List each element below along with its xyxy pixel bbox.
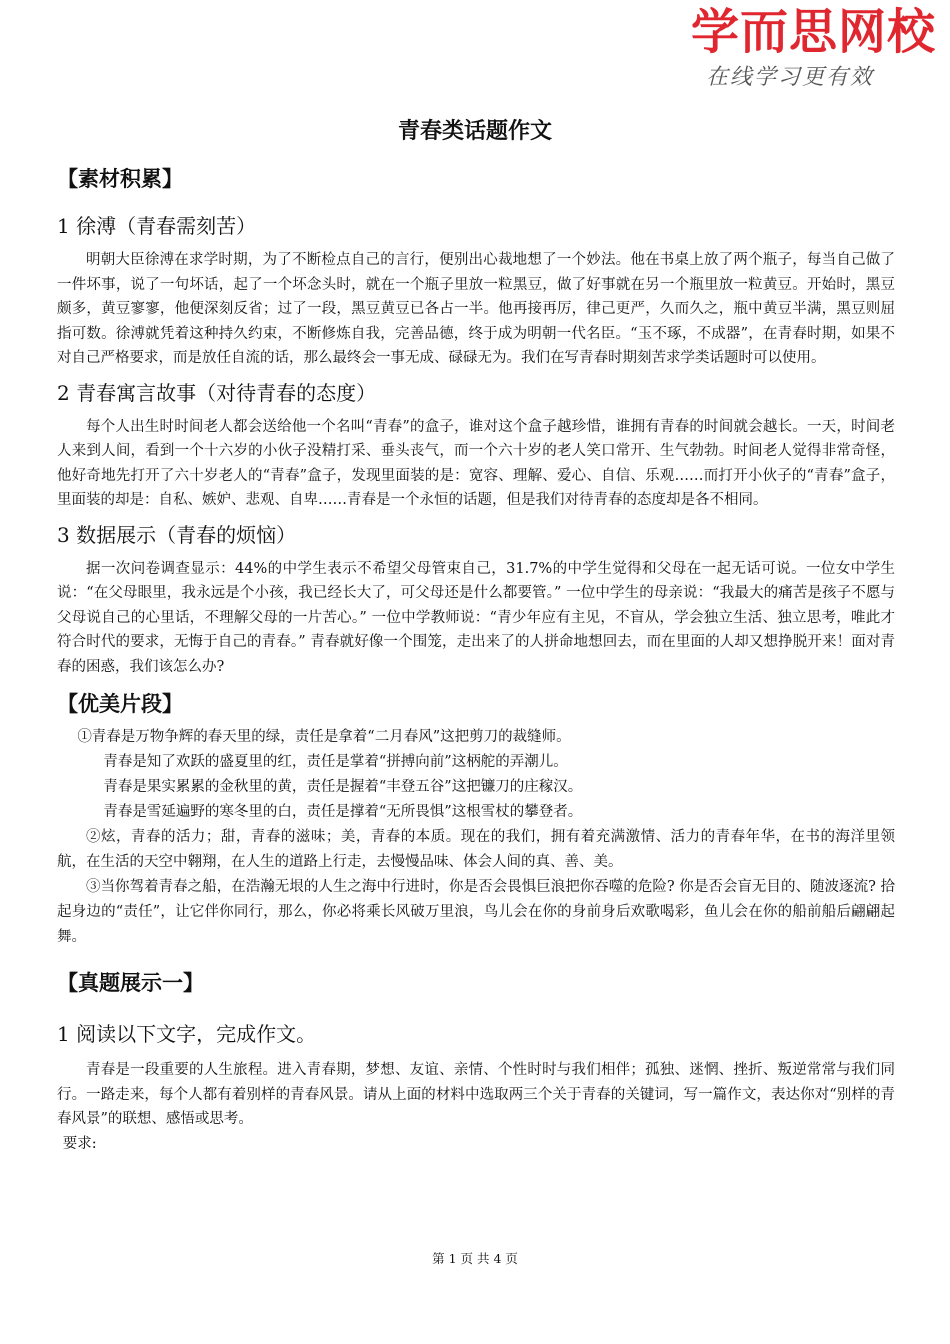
page-title: 青春类话题作文 — [397, 118, 552, 144]
brand-logo — [676, 4, 936, 90]
real-body: 青春是一段重要的人生旅程。进入青春期，梦想、友谊、亲情、个性时时与我们相伴；孤独、迷惘、挫折、叛逆常常与我们同行。一路走来，每个人都有着别样的青春风景。请从上面的材料中选取两三个关于青春的关键词，写一篇作文，表达你对“别样的青春风景”的联想、感悟或思考。 — [57, 1062, 895, 1127]
section-heading-fragments: 【优美片段】 — [57, 691, 183, 716]
fragment-line: ①青春是万物争辉的春天里的绿，责任是拿着“二月春风”这把剪刀的裁缝师。 — [77, 729, 571, 745]
real-requirements: 要求: — [62, 1135, 97, 1152]
page-footer: 第 1 页 共 4 页 — [432, 1251, 518, 1266]
document-body — [57, 164, 895, 1157]
fragment-line: 青春是雪延遍野的寒冬里的白，责任是撑着“无所畏惧”这根雪杖的攀登者。 — [103, 804, 583, 820]
material-heading-2: 2 青春寓言故事（对待青春的态度） — [57, 380, 377, 405]
brand-name: 学而思网校 — [690, 4, 936, 60]
material-body-2: 每个人出生时时间老人都会送给他一个名叫“青春”的盒子，谁对这个盒子越珍惜，谁拥有青春的时间就会越长。一天，时间老人来到人间，看到一个十六岁的小伙子没精打采、垂头丧气，而一个六十岁的老人笑口常开、生气勃勃。时间老人觉得非常奇怪，他好奇地先打开了六十岁老人的“青春”盒子，发现里面装的是：宽容、理解、爱心、自信、乐观……而打开小伙子的“青春”盒子，里面装的却是：自私、嫉妒、悲观、自卑……青春是一个永恒的话题，但是我们对待青春的态度却是各不相同。 — [57, 418, 895, 508]
fragment-paragraph: ③当你驾着青春之船，在浩瀚无垠的人生之海中行进时，你是否会畏惧巨浪把你吞噬的危险? 你是否会盲无目的、随波逐流? 拾起身边的“责任”，让它伴你同行，那么，你必将乘长风破万里浪，鸟儿会在你的身前身后欢歌喝彩，鱼儿会在你的船前船后翩翩起舞。 — [57, 879, 895, 945]
material-body-1: 明朝大臣徐溥在求学时期，为了不断检点自己的言行，便别出心裁地想了一个妙法。他在书桌上放了两个瓶子，每当自己做了一件坏事，说了一句坏话，起了一个坏念头时，就在一个瓶子里放一粒黑豆，做了好事就在另一个瓶里放一粒黄豆。开始时，黑豆颇多，黄豆寥寥，他便深刻反省；过了一段，黑豆黄豆已各占一半。他再接再厉，律己更严，久而久之，瓶中黄豆半满，黑豆则屈指可数。徐溥就凭着这种持久约束，不断修炼自我，完善品德，终于成为明朝一代名臣。“玉不琢，不成器”，在青春时期，如果不对自己严格要求，而是放任自流的话，那么最终会一事无成、碌碌无为。我们在写青春时期刻苦求学类话题时可以使用。 — [57, 252, 895, 366]
fragment-paragraph: ②炫，青春的活力；甜，青春的滋味；美，青春的本质。现在的我们，拥有着充满激情、活力的青春年华，在书的海洋里领航，在生活的天空中翱翔，在人生的道路上行走，去慢慢品味、体会人间的真、善、美。 — [57, 829, 895, 870]
fragment-line: 青春是果实累累的金秋里的黄，责任是握着“丰登五谷”这把镰刀的庄稼汉。 — [103, 779, 583, 795]
real-subheading: 1 阅读以下文字，完成作文。 — [57, 1022, 317, 1046]
material-heading-1: 1 徐溥（青春需刻苦） — [57, 214, 257, 238]
section-heading-real: 【真题展示一】 — [57, 970, 204, 995]
material-heading-3: 3 数据展示（青春的烦恼） — [57, 522, 297, 547]
section-heading-material: 【素材积累】 — [57, 166, 183, 191]
fragment-line: 青春是知了欢跃的盛夏里的红，责任是掌着“拼搏向前”这柄舵的弄潮儿。 — [103, 754, 568, 770]
material-body-3: 据一次问卷调查显示：44%的中学生表示不希望父母管束自己，31.7%的中学生觉得和父母在一起无话可说。一位女中学生说：“在父母眼里，我永远是个小孩，我已经长大了，可父母还是什么都要管。” 一位中学生的母亲说：“我最大的痛苦是孩子不愿与父母说自己的心里话，不理解父母的一片苦心。” 一位中学教师说：“青少年应有主见，不盲从，学会独立生活、独立思考，唯此才符合时代的要求，无悔于自己的青春。” 青春就好像一个围笼，走出来了的人拼命地想回去，而在里面的人却又想挣脱开来！面对青春的困惑，我们该怎么办? — [57, 560, 895, 675]
brand-slogan: 在线学习更有效 — [705, 65, 874, 90]
